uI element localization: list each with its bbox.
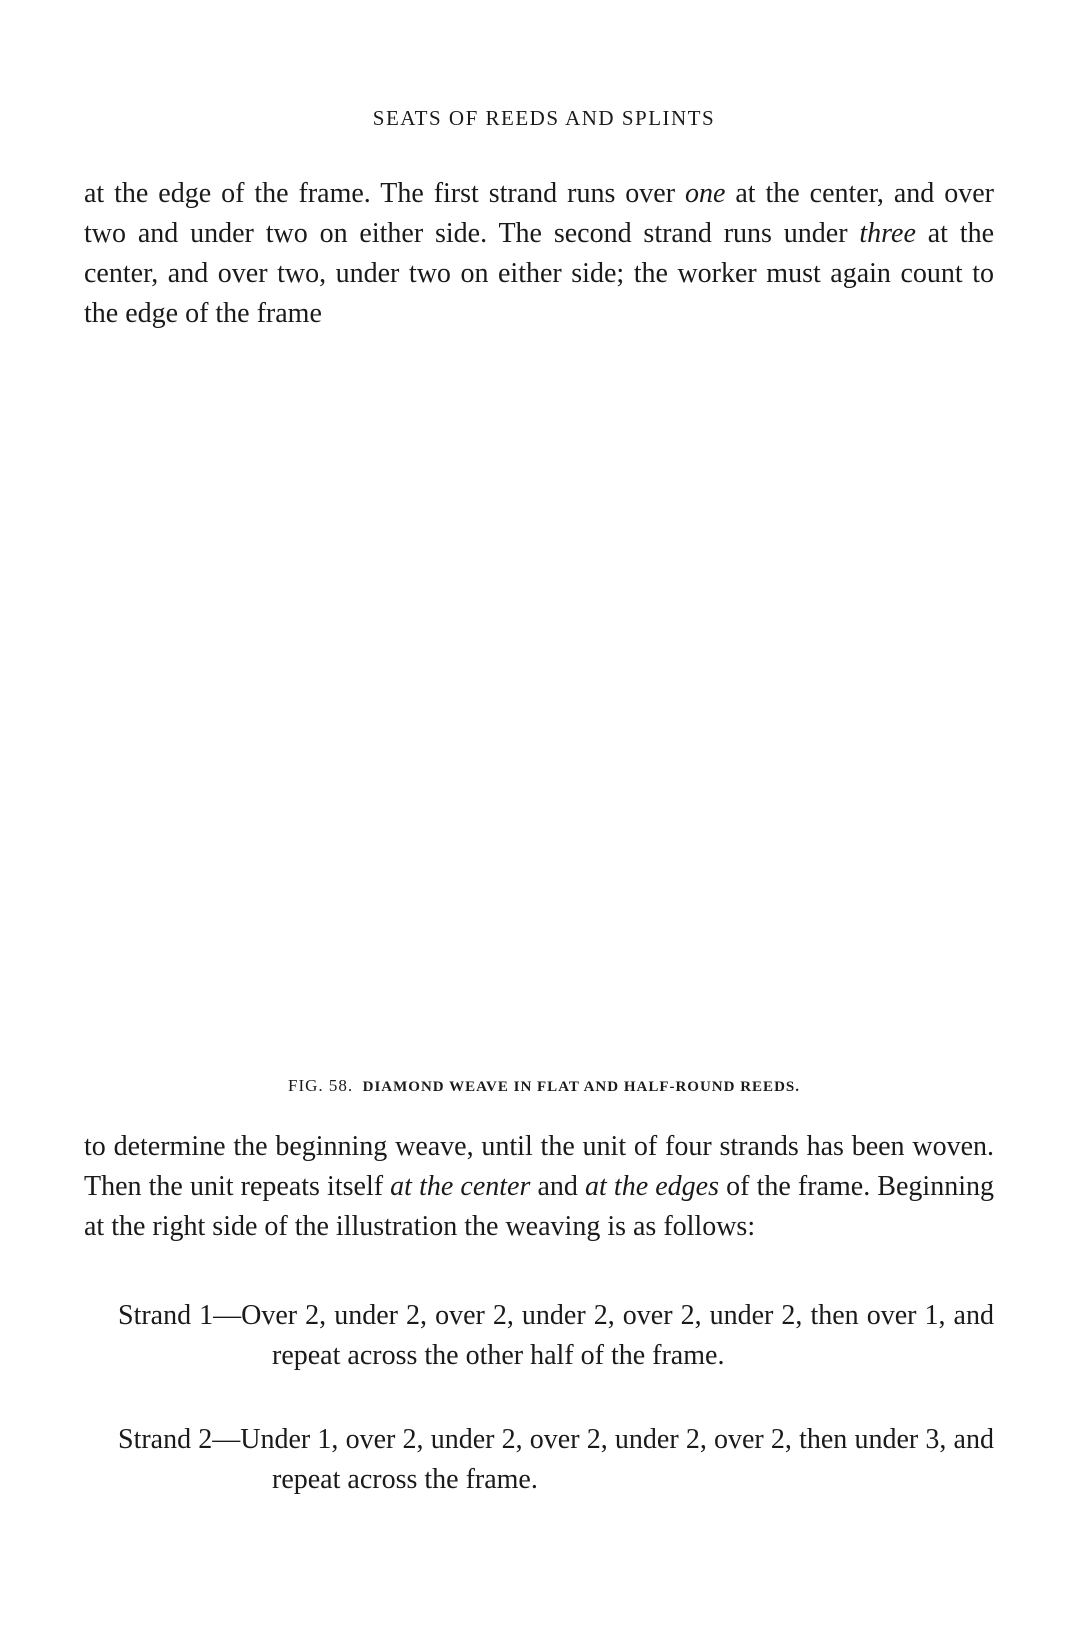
figure-caption-text: DIAMOND WEAVE IN FLAT AND HALF-ROUND REEDS.	[362, 1079, 800, 1095]
paragraph-text: at the center, and over two and under two on either side. The second strand runs under	[84, 178, 994, 249]
running-head: SEATS OF REEDS AND SPLINTS	[372, 106, 716, 130]
strand-instruction-2: Strand 2—Under 1, over 2, under 2, over 2, under 2, over 2, then under 3, and repeat across the frame.	[118, 1424, 994, 1495]
paragraph-text: at the center, and over two, under two on either side; the worker must again count to the edge of the frame	[84, 218, 995, 329]
emphasis-text: one	[684, 178, 726, 209]
paragraph-text: and	[530, 1171, 586, 1202]
figure-label: FIG. 58.	[287, 1076, 354, 1095]
emphasis-text: three	[859, 218, 916, 249]
paragraph-text: of the frame. Beginning at the right side of the illustration the weaving is as follows:	[84, 1171, 994, 1242]
paragraph-continuation	[84, 1127, 994, 1247]
emphasis-text: at the center	[390, 1171, 531, 1202]
paragraph-text: at the edge of the frame. The first strand runs over	[84, 178, 685, 209]
paragraph-intro	[84, 174, 994, 334]
emphasis-text: at the edges	[585, 1171, 720, 1202]
figure-placeholder	[84, 350, 994, 1050]
strand-instruction-1: Strand 1—Over 2, under 2, over 2, under 2, over 2, under 2, then over 1, and repeat across the other half of the frame.	[118, 1300, 994, 1371]
paragraph-text: to determine the beginning weave, until the unit of four strands has been woven. Then the unit repeats itself	[84, 1131, 994, 1202]
figure-caption	[0, 1076, 1088, 1096]
